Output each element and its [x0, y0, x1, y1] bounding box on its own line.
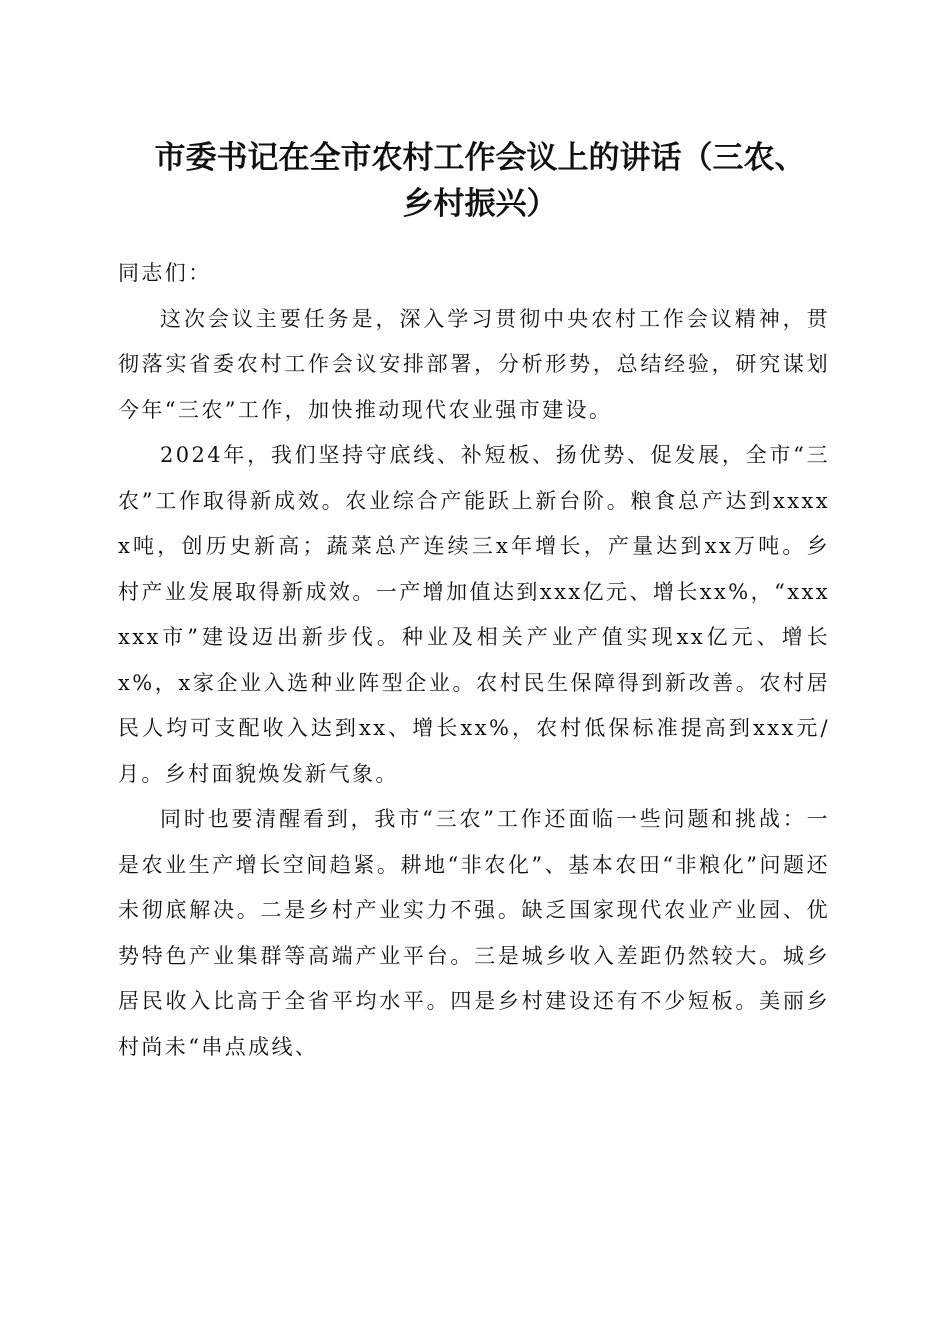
title-line-1: 市委书记在全市农村工作会议上的讲话（三农、 — [154, 140, 806, 176]
paragraph-intro: 这次会议主要任务是，深入学习贯彻中央农村工作会议精神，贯彻落实省委农村工作会议安排部署，分析形势，总结经验，研究谋划今年“三农”工作，加快推动现代农业强市建设。 — [118, 306, 830, 422]
document-body — [118, 251, 830, 1070]
paragraph-achievements: 2024年，我们坚持守底线、补短板、扬优势、促发展，全市“三农”工作取得新成效。农业综合产能跃上新台阶。粮食总产达到xxxxx吨，创历史新高；蔬菜总产连续三x年增长，产量达到xx万吨。乡村产业发展取得新成效。一产增加值达到xxx亿元、增长xx%，“xxxxxx市”建设迈出新步伐。种业及相关产业产值实现xx亿元、增长x%，x家企业入选种业阵型企业。农村民生保障得到新改善。农村居民人均可支配收入达到xx、增长xx%，农村低保标准提高到xxx元/月。乡村面貌焕发新气象。 — [118, 443, 830, 786]
paragraph-challenges: 同时也要清醒看到，我市“三农”工作还面临一些问题和挑战：一是农业生产增长空间趋紧。耕地“非农化”、基本农田“非粮化”问题还未彻底解决。二是乡村产业实力不强。缺乏国家现代农业产业园、优势特色产业集群等高端产业平台。三是城乡收入差距仍然较大。城乡居民收入比高于全省平均水平。四是乡村建设还有不少短板。美丽乡村尚未“串点成线、 — [118, 807, 830, 1059]
salutation: 同志们： — [118, 261, 212, 285]
title-line-2: 乡村振兴） — [402, 186, 558, 222]
document-title — [110, 135, 850, 227]
